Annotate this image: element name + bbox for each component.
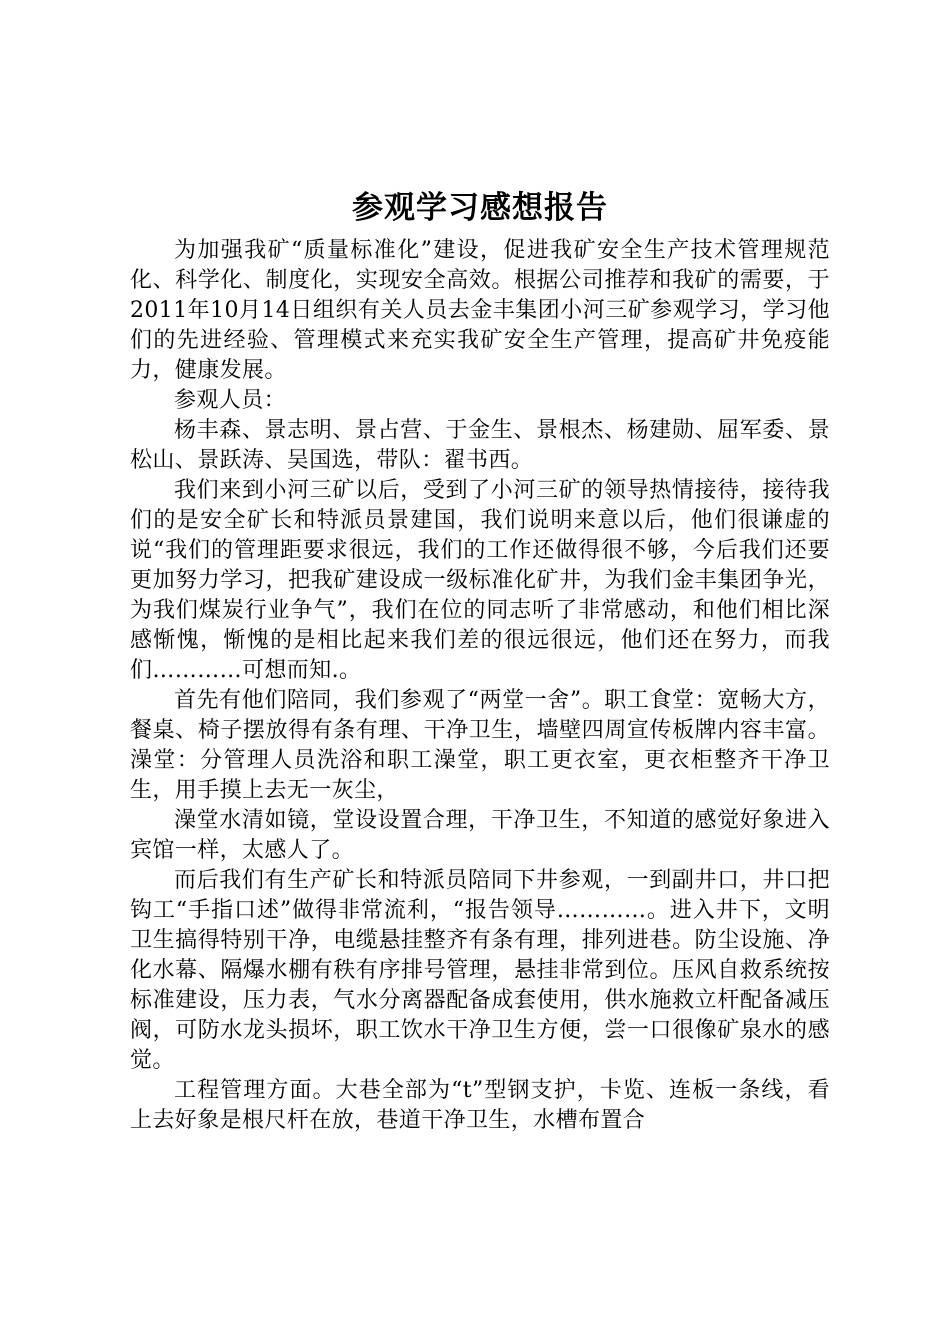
paragraph-visitors-list: 杨丰森、景志明、景占营、于金生、景根杰、杨建勋、屈军委、景松山、景跃涛、吴国选，带队：翟书西。 bbox=[130, 418, 830, 473]
paragraph-reception: 我们来到小河三矿以后，受到了小河三矿的领导热情接待，接待我们的是安全矿长和特派员景建国，我们说明来意以后，他们很谦虚的说“我们的管理距要求很远，我们的工作还做得很不够，今后我们还要更加努力学习，把我矿建设成一级标准化矿井，为我们金丰集团争光，为我们煤炭行业争气”，我们在位的同志听了非常感动，和他们相比深感惭愧，惭愧的是相比起来我们差的很远很远，他们还在努力，而我们…………可想而知.。 bbox=[130, 478, 830, 683]
document-body bbox=[130, 236, 830, 1136]
paragraph-canteen-bathhouse: 首先有他们陪同，我们参观了“两堂一舍”。职工食堂：宽畅大方，餐桌、椅子摆放得有条有理、干净卫生，墙壁四周宣传板牌内容丰富。澡堂：分管理人员洗浴和职工澡堂，职工更衣室，更衣柜整齐干净卫生，用手摸上去无一灰尘， bbox=[130, 688, 830, 803]
paragraph-engineering: 工程管理方面。大巷全部为“t”型钢支护，卡览、连板一条线，看上去好象是根尺杆在放，巷道干净卫生，水槽布置合 bbox=[130, 1078, 830, 1133]
paragraph-visitors-label: 参观人员： bbox=[174, 388, 287, 413]
paragraph-bathhouse-water: 澡堂水清如镜，堂设设置合理，干净卫生，不知道的感觉好象进入宾馆一样，太感人了。 bbox=[130, 808, 830, 863]
paragraph-purpose: 为加强我矿“质量标准化”建设，促进我矿安全生产技术管理规范化、科学化、制度化，实现安全高效。根据公司推荐和我矿的需要，于2011年10月14日组织有关人员去金丰集团小河三矿参观学习，学习他们的先进经验、管理模式来充实我矿安全生产管理，提高矿井免疫能力，健康发展。 bbox=[130, 238, 830, 383]
paragraph-underground-visit: 而后我们有生产矿长和特派员陪同下井参观，一到副井口，井口把钩工“手指口述”做得非常流利，“报告领导…………。进入井下，文明卫生搞得特别干净，电缆悬挂整齐有条有理，排列进巷。防尘设施、净化水幕、隔爆水棚有秩有序排号管理，悬挂非常到位。压风自救系统按标准建设，压力表，气水分离器配备成套使用，供水施救立杆配备减压阀，可防水龙头损坏，职工饮水干净卫生方便，尝一口很像矿泉水的感觉。 bbox=[130, 868, 830, 1073]
document-title: 参观学习感想报告 bbox=[352, 190, 608, 226]
